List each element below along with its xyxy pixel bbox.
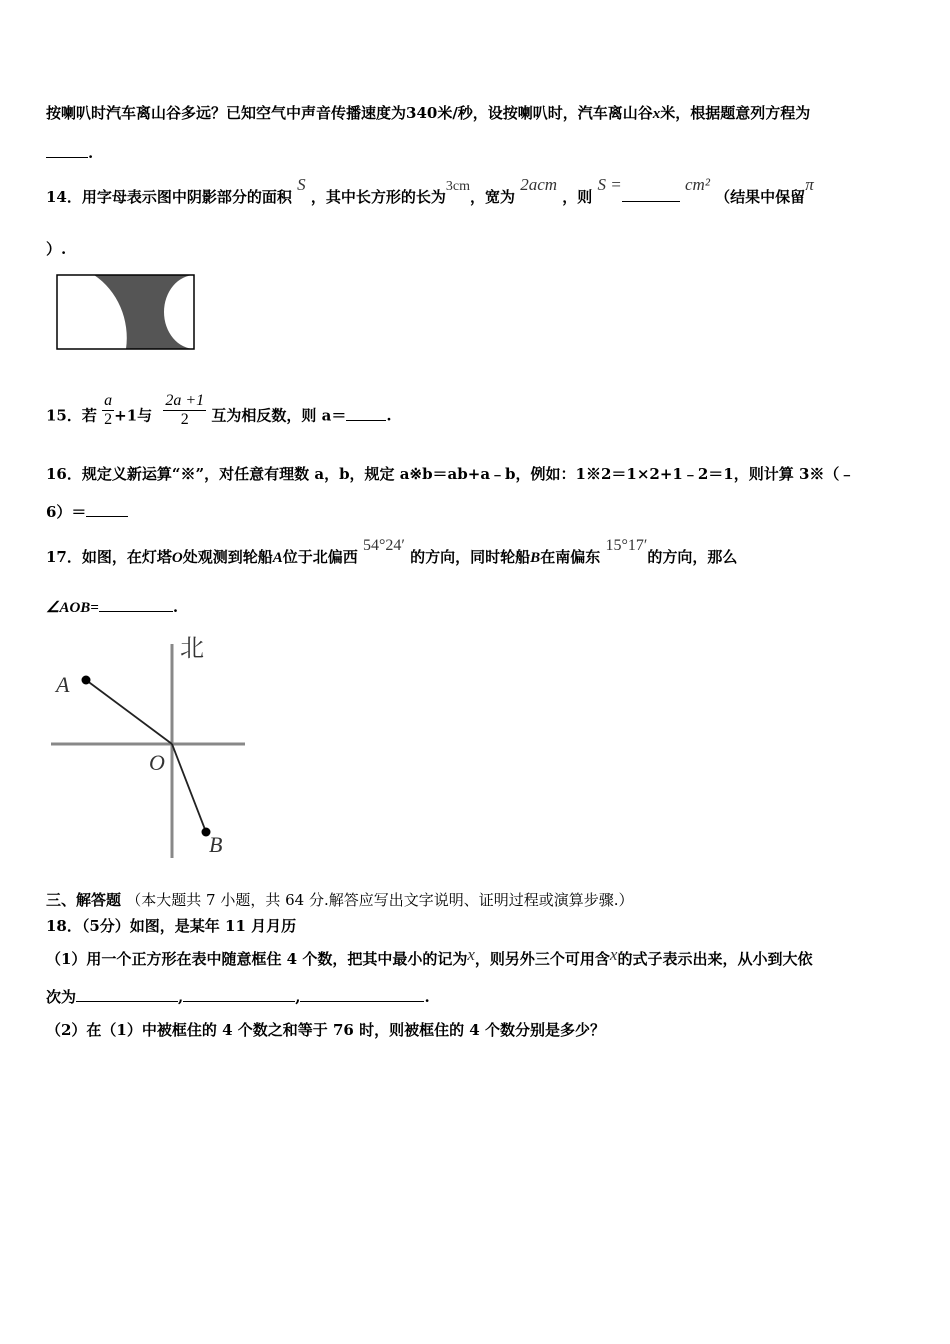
q14-text4: ，则: [562, 188, 593, 206]
q14-answer-blank[interactable]: [622, 187, 680, 202]
q16-answer-blank[interactable]: [86, 502, 128, 517]
q15-text1: 若: [81, 406, 97, 425]
q15-frac1-numerator: a: [104, 392, 113, 409]
q17-angle-aob: ∠AOB=: [46, 600, 99, 616]
q16-text2: 6）＝: [46, 503, 87, 521]
q13-line2: [46, 143, 93, 162]
q16-line2: [46, 501, 128, 522]
q15-answer-blank[interactable]: [346, 406, 386, 421]
q17-angle2: 15°17′: [605, 537, 648, 554]
q17-angle1: 54°24′: [363, 537, 405, 554]
q14-text2: ，其中长方形的长为: [310, 188, 446, 206]
q15-text3: 互为相反数，则 a＝: [211, 406, 347, 425]
section3-heading: [46, 889, 634, 910]
section3-note: （本大题共 7 小题，共 64 分.解答应写出文字说明、证明过程或演算步骤.）: [126, 891, 634, 909]
q17-line2: [46, 597, 178, 617]
q18-blank3[interactable]: [300, 987, 424, 1002]
q14-length: 3cm: [445, 179, 470, 194]
q18-heading: 18．（5分）如图，是某年 11 月月历: [46, 917, 297, 935]
ray-oa: [86, 680, 172, 744]
q15-frac1-denominator: 2: [104, 411, 113, 428]
q15-frac2-numerator: 2a +1: [165, 392, 205, 409]
q14-unit: cm²: [685, 175, 710, 194]
q15-fraction2: [163, 392, 206, 429]
q15-text2: +1与: [114, 406, 153, 425]
q13-text-end: 米，根据题意列方程为: [660, 104, 811, 122]
q18-part1-text4: 次为: [46, 988, 77, 1006]
north-label: 北: [180, 636, 204, 662]
q18-part1-text1: （1）用一个正方形在表中随意框住 4 个数，把其中最小的记为: [46, 950, 468, 968]
q14-var-s: S: [297, 175, 306, 194]
q14-text3: ，宽为: [469, 188, 515, 206]
q17-text6: 的方向，那么: [647, 548, 738, 566]
q13-period: .: [88, 144, 94, 162]
q17-answer-blank[interactable]: [99, 597, 173, 612]
label-a: A: [56, 672, 70, 697]
q17-figure: [46, 630, 256, 862]
section3-title: 三、解答题: [46, 891, 122, 909]
q18-var-x2: x: [609, 945, 618, 964]
ray-ob: [172, 744, 206, 832]
q14-s-equals: S =: [597, 175, 622, 194]
q18-blank2[interactable]: [183, 987, 295, 1002]
q17-text3: 位于北偏西: [282, 548, 358, 566]
q17-text4: 的方向，同时轮船: [410, 548, 531, 566]
label-o: O: [149, 750, 165, 775]
q18-part1-line2: 次为 , , .: [46, 988, 430, 1006]
q14-number: 14．: [46, 188, 82, 206]
q15-frac2-denominator: 2: [180, 411, 189, 428]
q13-line1: [46, 102, 810, 123]
q17-point-o: O: [171, 550, 183, 566]
q17-point-a: A: [272, 550, 283, 566]
q18-part2: （2）在（1）中被框住的 4 个数之和等于 76 时，则被框住的 4 个数分别是多少？: [46, 1021, 605, 1039]
q17-point-b: B: [530, 550, 541, 566]
q14-pi: π: [805, 175, 814, 194]
q15-period: .: [386, 406, 392, 425]
point-a-dot: [82, 676, 91, 685]
q14-width: 2acm: [520, 175, 558, 194]
q18-part1-text2: ，则另外三个可用含: [474, 950, 610, 968]
q15-line: [46, 392, 392, 435]
q14-figure: [56, 274, 196, 352]
q16-line1: 16．规定义新运算“※”，对任意有理数 a，b，规定 a※b＝ab+a﹣b，例如：1※2＝1×2+1﹣2＝1，则计算 3※（﹣: [46, 465, 855, 483]
q17-text2: 处观测到轮船: [182, 548, 273, 566]
q17-number: 17．: [46, 548, 82, 566]
q14-line1: [46, 175, 814, 207]
q13-text: 按喇叭时汽车离山谷多远？已知空气中声音传播速度为340米/秒，设按喇叭时，汽车离山谷: [46, 104, 653, 122]
q14-line2: ）.: [46, 240, 67, 258]
q14-text1: 用字母表示图中阴影部分的面积: [81, 188, 292, 206]
q18-part1-text3: 的式子表示出来，从小到大依: [617, 950, 813, 968]
q14-shaded-region: [94, 275, 195, 349]
q18-blank1[interactable]: [76, 987, 178, 1002]
q17-text5: 在南偏东: [540, 548, 601, 566]
q14-text5: （结果中保留: [715, 188, 806, 206]
q18-part1-line1: [46, 945, 813, 969]
q13-answer-blank[interactable]: [46, 143, 88, 158]
q17-text1: 如图，在灯塔: [81, 548, 172, 566]
q13-var-x: x: [652, 106, 661, 122]
q18-var-x1: x: [467, 945, 475, 964]
label-b: B: [209, 832, 223, 857]
q17-period: .: [172, 598, 179, 616]
q15-number: 15．: [46, 406, 82, 425]
q17-line1: [46, 537, 738, 567]
q15-fraction1: [102, 392, 114, 429]
